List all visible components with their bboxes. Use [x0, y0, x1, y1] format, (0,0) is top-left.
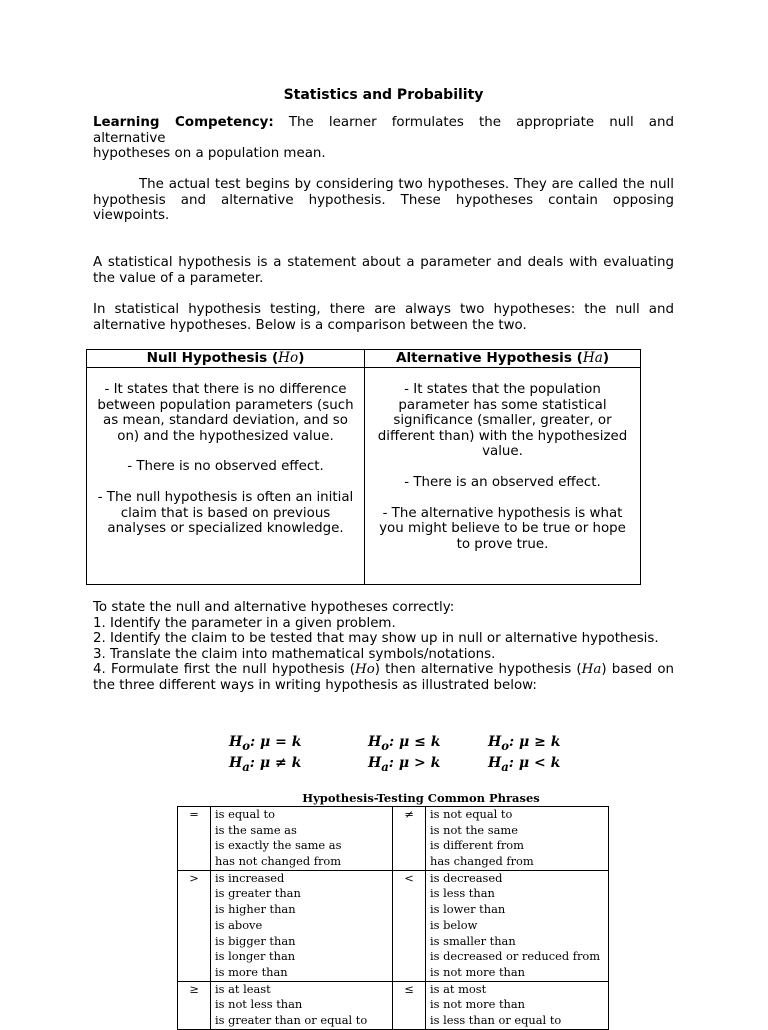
symbol-not-equal: ≠ — [393, 807, 426, 871]
phrases-table — [177, 806, 609, 1030]
phrases-row-at-least — [178, 981, 609, 1029]
step-item: 2. Identify the claim to be tested that may show up in null or alternative hypothesis. — [93, 631, 659, 647]
phrase-list: is not equal to is not the same is different from has changed from — [426, 807, 609, 871]
symbol-equal: = — [178, 807, 211, 871]
symbol-less: < — [393, 870, 426, 981]
page-title: Statistics and Probability — [283, 87, 484, 103]
alt-point: - The alternative hypothesis is what you might believe to be true or hope to prove true. — [379, 505, 626, 552]
comparison-table — [86, 349, 641, 585]
paragraph-comparison-intro: In statistical hypothesis testing, there are always two hypotheses: the null and alternative hypotheses. Below is a comparison between the two. — [93, 302, 674, 333]
phrase-list: is increased is greater than is higher than is above is bigger than is longer than is more than — [211, 870, 393, 981]
comparison-header-row — [87, 350, 641, 368]
competency-label: Learning Competency: — [93, 115, 274, 130]
null-hypothesis-header: Null Hypothesis (Ho) — [87, 350, 365, 368]
null-symbol: Ho — [278, 349, 299, 366]
learning-competency — [93, 115, 674, 162]
competency-line1: The learner formulates the appropriate null and — [288, 115, 674, 130]
step-item-4: 4. Formulate first the null hypothesis (Ho) then alternative hypothesis (Ha) based on the three different ways in writing hypothesis as illustrated below: — [93, 662, 675, 693]
phrases-row-equal — [178, 807, 609, 871]
alt-point: - It states that the population parameter has some statistical significance (smaller, greater, or different than) with the hypothesized value. — [377, 382, 628, 460]
comparison-body-row — [87, 368, 641, 585]
phrases-table-title: Hypothesis-Testing Common Phrases — [302, 791, 540, 805]
null-point: - The null hypothesis is often an initial claim that is based on previous analyses or specialized knowledge. — [97, 489, 354, 537]
steps-intro: To state the null and alternative hypotheses correctly: — [93, 600, 455, 615]
alt-symbol: Ha — [582, 349, 603, 366]
paragraph-definition: A statistical hypothesis is a statement about a parameter and deals with evaluating the value of a parameter. — [93, 255, 674, 286]
phrases-row-greater — [178, 870, 609, 981]
null-hypothesis-cell — [87, 368, 365, 585]
phrase-list: is at most is not more than is less than or equal to — [426, 981, 609, 1029]
hypothesis-form-equal: $H_o$: μ = k $H_a$: μ ≠ k — [229, 734, 302, 774]
symbol-less-equal: ≤ — [393, 981, 426, 1029]
symbol-greater: > — [178, 870, 211, 981]
paragraph-intro: The actual test begins by considering two hypotheses. They are called the null hypothesis and alternative hypothesis. These hypotheses contain opposing viewpoints. — [93, 177, 674, 224]
step-item: 3. Translate the claim into mathematical symbols/notations. — [93, 646, 496, 662]
null-point: - There is no observed effect. — [127, 459, 324, 475]
hypothesis-form-greater-equal: $H_o$: μ ≥ k $H_a$: μ < k — [488, 734, 561, 774]
null-point: - It states that there is no difference between population parameters (such as mean, standard deviation, and so on) and the hypothesized value. — [97, 382, 354, 444]
alternative-hypothesis-header: Alternative Hypothesis (Ha) — [365, 350, 641, 368]
alternative-hypothesis-cell — [365, 368, 641, 585]
step-item: 1. Identify the parameter in a given problem. — [93, 615, 396, 631]
competency-line3: hypotheses on a population mean. — [93, 146, 326, 162]
symbol-greater-equal: ≥ — [178, 981, 211, 1029]
alt-point: - There is an observed effect. — [404, 474, 601, 490]
phrase-list: is at least is not less than is greater than or equal to — [211, 981, 393, 1029]
hypothesis-form-less-equal: $H_o$: μ ≤ k $H_a$: μ > k — [368, 734, 441, 774]
steps-list — [93, 600, 674, 694]
competency-line2: alternative — [93, 130, 166, 146]
phrase-list: is decreased is less than is lower than is below is smaller than is decreased or reduced from is not more than — [426, 870, 609, 981]
phrase-list: is equal to is the same as is exactly the same as has not changed from — [211, 807, 393, 871]
